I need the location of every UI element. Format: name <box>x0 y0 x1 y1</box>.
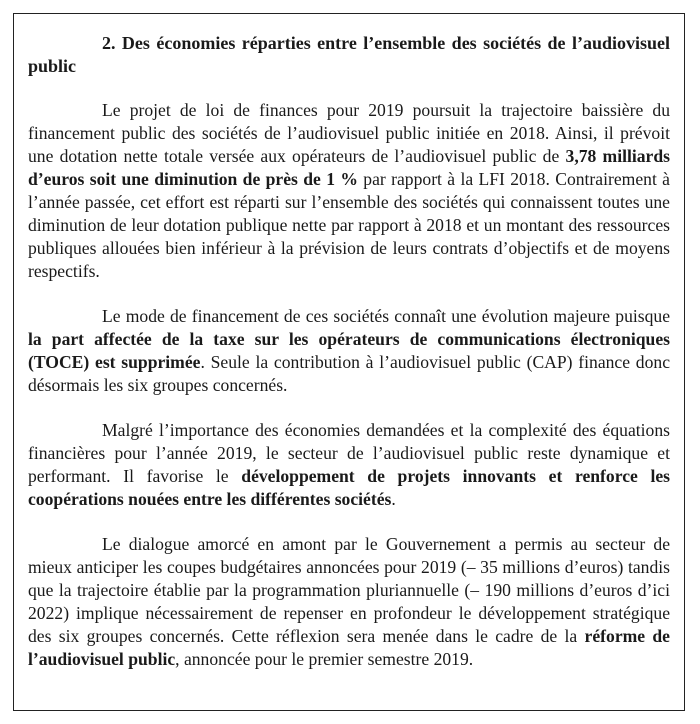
text-run: Le dialogue amorcé en amont par le Gouvernement a permis au secteur de mieux anticiper les coupes budgétaires annoncées pour 2019 (– 35 millions d’euros) tandis que la trajectoire établie par la programmation pluriannuelle (– 190 millions d’euros d’ici 2022) implique nécessairement de repenser en profondeur le développement stratégique des six groupes concernés. Cette réflexion sera menée dans le cadre de la <box>28 534 670 646</box>
bold-text: 3,78 milliards d’euros soit une diminution de près de 1 % <box>28 146 670 189</box>
bold-text: développement de projets innovants et renforce les coopérations nouées entre les différentes sociétés <box>28 466 671 509</box>
text-run: . Seule la contribution à l’audiovisuel public (CAP) finance donc désormais les six groupes concernés. <box>28 352 671 395</box>
paragraph <box>28 533 670 671</box>
text-run: Le projet de loi de finances pour 2019 poursuit la trajectoire baissière du financement public des sociétés de l’audiovisuel public initiée en 2018. Ainsi, il prévoit une dotation nette totale versée aux opérateurs de l’audiovisuel public de <box>28 100 670 166</box>
body-text <box>28 99 670 671</box>
bold-text: la part affectée de la taxe sur les opérateurs de communications électroniques (TOCE) est supprimée <box>28 329 670 372</box>
paragraph <box>28 99 670 283</box>
paragraph <box>28 305 670 397</box>
bold-text: réforme de l’audiovisuel public <box>28 626 670 669</box>
text-run: , annoncée pour le premier semestre 2019. <box>175 649 474 669</box>
text-run: par rapport à la LFI 2018. Contrairement à l’année passée, cet effort est réparti sur l’ensemble des sociétés qui connaissent toutes une diminution de leur dotation publique nette par rapport à 2018 et un montant des ressources publiques allouées bien inférieur à la prévision de leurs contrats d’objectifs et de moyens respectifs. <box>28 169 670 281</box>
document-box <box>13 13 685 711</box>
text-run: Le mode de financement de ces sociétés connaît une évolution majeure puisque <box>102 306 670 326</box>
paragraph <box>28 419 670 511</box>
text-run: . <box>391 489 396 509</box>
section-heading: 2. Des économies réparties entre l’ensemble des sociétés de l’audiovisuel public <box>28 33 670 76</box>
text-run: Malgré l’importance des économies demandées et la complexité des équations financières pour l’année 2019, le secteur de l’audiovisuel public reste dynamique et performant. Il favorise le <box>28 420 670 486</box>
